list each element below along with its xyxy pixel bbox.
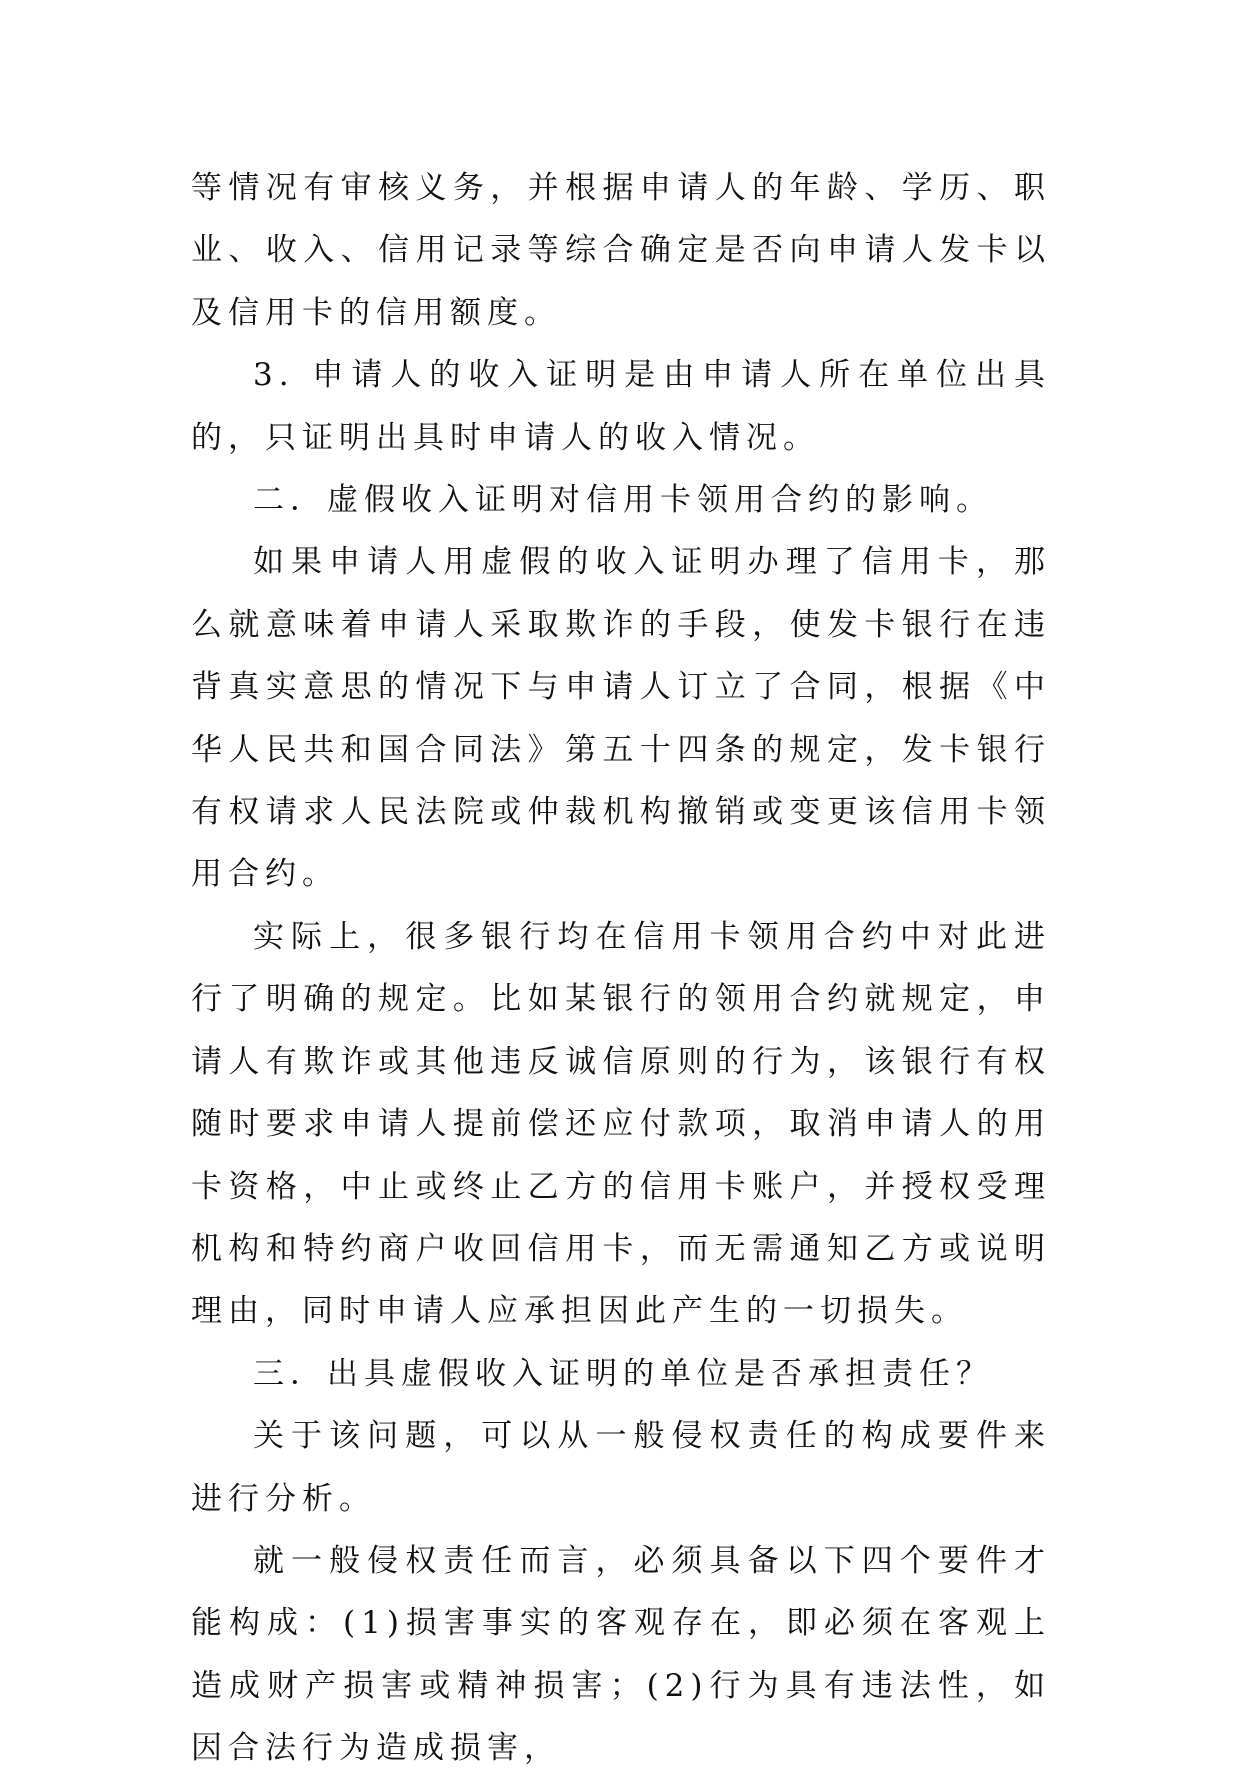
- paragraph-analysis-intro: 关于该问题，可以从一般侵权责任的构成要件来进行分析。: [191, 1418, 1051, 1517]
- paragraph-fraud-contract: 如果申请人用虚假的收入证明办理了信用卡，那么就意味着申请人采取欺诈的手段，使发卡银行在违背真实意思的情况下与申请人订立了合同，根据《中华人民共和国合同法》第五十四条的规定，发卡银行有权请求人民法院或仲裁机构撤销或变更该信用卡领用合约。: [191, 544, 1051, 893]
- section-heading-3: 三．出具虚假收入证明的单位是否承担责任？: [253, 1355, 993, 1392]
- body-text: [191, 157, 1051, 1780]
- paragraph-bank-rules: 实际上，很多银行均在信用卡领用合约中对此进行了明确的规定。比如某银行的领用合约就规定，申请人有欺诈或其他违反诚信原则的行为，该银行有权随时要求申请人提前偿还应付款项，取消申请人的用卡资格，中止或终止乙方的信用卡账户，并授权受理机构和特约商户收回信用卡，而无需通知乙方或说明理由，同时申请人应承担因此产生的一切损失。: [191, 918, 1051, 1330]
- section-heading-2: 二．虚假收入证明对信用卡领用合约的影响。: [253, 482, 993, 519]
- paragraph-tort-elements: 就一般侵权责任而言，必须具备以下四个要件才能构成：(1)损害事实的客观存在，即必须在客观上造成财产损害或精神损害；(2)行为具有违法性，如因合法行为造成损害，: [191, 1542, 1051, 1767]
- paragraph-item-3: 3. 申请人的收入证明是由申请人所在单位出具的，只证明出具时申请人的收入情况。: [191, 357, 1051, 456]
- paragraph-continued: 等情况有审核义务，并根据申请人的年龄、学历、职业、收入、信用记录等综合确定是否向申请人发卡以及信用卡的信用额度。: [191, 170, 1051, 331]
